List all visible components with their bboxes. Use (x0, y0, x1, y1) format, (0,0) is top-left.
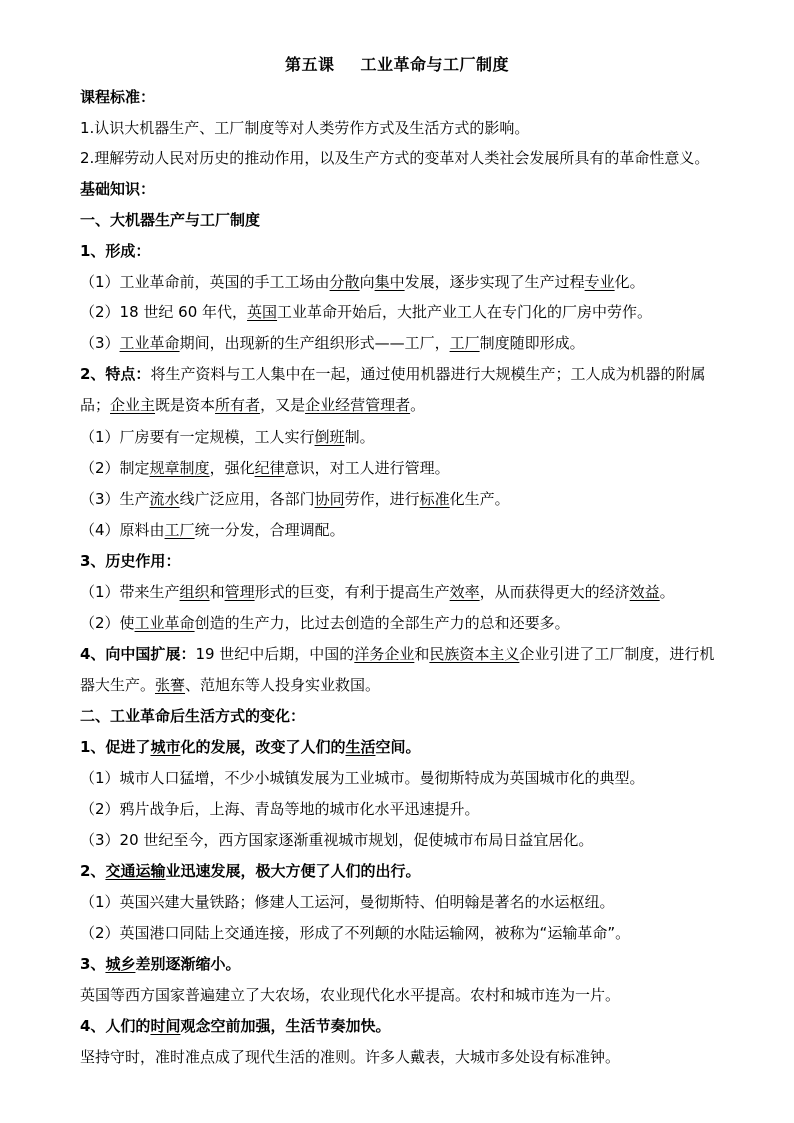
text-segment: （4）原料由 (80, 521, 165, 539)
text-segment: 观念空前加强，生活节奏加快。 (180, 1017, 391, 1035)
underlined-term: 英国 (247, 303, 278, 321)
underlined-term: 流水 (149, 490, 180, 508)
text-segment: 差别逐渐缩小。 (135, 955, 241, 973)
text-segment: 业迅速发展，极大方便了人们的出行。 (165, 862, 421, 880)
text-segment: 2.理解劳动人民对历史的推动作用，以及生产方式的变革对人类社会发展所具有的革命性意义。 (80, 149, 710, 167)
text-segment: 线广泛应用，各部门 (179, 490, 315, 508)
text-segment: （1）城市人口猛增，不少小城镇发展为工业城市。曼彻斯特成为英国城市化的典型。 (80, 769, 645, 787)
text-segment: 二、工业革命后生活方式的变化： (80, 707, 306, 725)
text-line (80, 148, 760, 168)
underlined-term: 效益 (629, 583, 660, 601)
underlined-term: 效率 (449, 583, 480, 601)
text-segment: 3、历史作用： (80, 552, 181, 570)
text-segment: （1）英国兴建大量铁路；修建人工运河，曼彻斯特、伯明翰是著名的水运枢纽。 (80, 893, 615, 911)
text-line (80, 489, 760, 509)
text-segment: 1.认识大机器生产、工厂制度等对人类劳作方式及生活方式的影响。 (80, 119, 530, 137)
text-line (80, 954, 760, 974)
text-segment: （3）生产 (80, 490, 150, 508)
text-segment: 一、大机器生产与工厂制度 (80, 211, 261, 229)
text-segment: 形式的巨变，有利于提高生产 (254, 583, 450, 601)
text-segment: 。 (659, 583, 675, 601)
text-segment: ，强化 (209, 459, 255, 477)
text-segment: 4、人们的 (80, 1017, 151, 1035)
text-line (80, 644, 760, 664)
underlined-term: 集中 (374, 273, 405, 291)
underlined-term: 企业经营管理者 (305, 396, 411, 414)
underlined-term: 所有者 (215, 396, 261, 414)
underlined-term: 专业 (584, 273, 615, 291)
text-segment: ，从而获得更大的经济 (479, 583, 630, 601)
text-line (80, 118, 760, 138)
underlined-term: 城市 (150, 738, 181, 756)
text-line (80, 613, 760, 633)
text-line (80, 395, 760, 415)
underlined-term: 工厂 (449, 334, 480, 352)
lesson-number: 第五课 (284, 55, 335, 74)
text-segment: （3） (80, 334, 120, 352)
text-segment: 1、促进了 (80, 738, 151, 756)
text-segment: （2）使 (80, 614, 135, 632)
underlined-term: 工业革命 (134, 614, 195, 632)
text-segment: （3）20 世纪至今，西方国家逐渐重视城市规划，促使城市布局日益宜居化。 (80, 831, 594, 849)
text-line (80, 427, 760, 447)
text-segment: 和 (414, 645, 430, 663)
text-segment: 坚持守时，准时准点成了现代生活的准则。许多人戴表，大城市多处设有标准钟。 (80, 1048, 621, 1066)
text-line (80, 706, 760, 726)
text-segment: 发展，逐步实现了生产过程 (404, 273, 585, 291)
text-segment: （2）鸦片战争后，上海、青岛等地的城市化水平迅速提升。 (80, 800, 480, 818)
text-segment: 既是资本 (155, 396, 216, 414)
text-line (80, 985, 760, 1005)
text-segment: （1）带来生产 (80, 583, 180, 601)
text-segment: 19 世纪中后期，中国的 (195, 645, 355, 663)
text-segment: 英国等西方国家普遍建立了大农场，农业现代化水平提高。农村和城市连为一片。 (80, 986, 621, 1004)
underlined-term: 工厂 (164, 521, 195, 539)
text-line (80, 830, 760, 850)
underlined-term: 洋务企业 (354, 645, 415, 663)
underlined-term: 民族资本主义 (429, 645, 520, 663)
underlined-term: 规章制度 (149, 459, 210, 477)
underlined-term: 管理 (224, 583, 255, 601)
text-segment: 2、 (80, 862, 106, 880)
text-segment: 将生产资料与工人集中在一起，通过使用机器进行大规模生产；工人成为机器的附属 (150, 365, 706, 383)
underlined-term: 交通运输 (105, 862, 166, 880)
text-segment: 空间。 (375, 738, 421, 756)
text-segment: 品； (80, 396, 111, 414)
text-segment: 统一分发，合理调配。 (194, 521, 345, 539)
text-line (80, 799, 760, 819)
underlined-term: 工业革命 (119, 334, 180, 352)
text-segment: 课程标准： (80, 88, 156, 106)
text-line (80, 458, 760, 478)
underlined-term: 协同 (314, 490, 345, 508)
text-line (80, 520, 760, 540)
text-line (80, 210, 760, 230)
text-segment: （2）英国港口同陆上交通连接，形成了不列颠的水陆运输网，被称为“运输革命”。 (80, 924, 631, 942)
text-segment: 基础知识： (80, 180, 156, 198)
text-line (80, 1047, 760, 1067)
text-segment: 期间，出现新的生产组织形式——工厂， (179, 334, 450, 352)
text-line (80, 861, 760, 881)
text-line (80, 364, 760, 384)
text-line (80, 1016, 760, 1036)
underlined-term: 分散 (329, 273, 360, 291)
text-segment: （2）制定 (80, 459, 150, 477)
underlined-term: 城乡 (105, 955, 136, 973)
text-line (80, 582, 760, 602)
underlined-term: 组织 (179, 583, 210, 601)
text-segment: 、范旭东等人投身实业救国。 (185, 676, 381, 694)
text-segment: （1）工业革命前，英国的手工工场由 (80, 273, 330, 291)
underlined-term: 标准 (419, 490, 450, 508)
text-segment: 意识，对工人进行管理。 (284, 459, 450, 477)
text-segment: 制。 (344, 428, 375, 446)
text-segment: 向 (359, 273, 375, 291)
page-title (0, 52, 794, 75)
text-segment: 3、 (80, 955, 106, 973)
text-line (80, 675, 760, 695)
text-segment: 劳作，进行 (344, 490, 420, 508)
text-line (80, 272, 760, 292)
text-segment: 器大生产。 (80, 676, 156, 694)
text-segment: （1）厂房要有一定规模，工人实行 (80, 428, 315, 446)
lesson-title: 工业革命与工厂制度 (360, 55, 510, 74)
underlined-term: 生活 (345, 738, 376, 756)
text-segment: （2）18 世纪 60 年代， (80, 303, 248, 321)
text-segment: 企业引进了工厂制度，进行机 (519, 645, 715, 663)
text-line (80, 302, 760, 322)
underlined-term: 倒班 (314, 428, 345, 446)
text-line (80, 892, 760, 912)
text-segment: 化。 (614, 273, 645, 291)
text-line (80, 241, 760, 261)
text-line (80, 923, 760, 943)
text-segment: 4、向中国扩展： (80, 645, 196, 663)
text-line (80, 179, 760, 199)
text-line (80, 551, 760, 571)
text-segment: 。 (410, 396, 426, 414)
underlined-term: 张謇 (155, 676, 186, 694)
text-line (80, 87, 760, 107)
text-segment: 创造的生产力，比过去创造的全部生产力的总和还要多。 (194, 614, 570, 632)
text-line (80, 737, 760, 757)
underlined-term: 时间 (150, 1017, 181, 1035)
text-segment: 制度随即形成。 (479, 334, 585, 352)
text-segment: 2、特点： (80, 365, 151, 383)
text-line (80, 768, 760, 788)
underlined-term: 纪律 (254, 459, 285, 477)
text-segment: 1、形成： (80, 242, 151, 260)
underlined-term: 企业主 (110, 396, 156, 414)
text-segment: ，又是 (260, 396, 306, 414)
text-segment: 工业革命开始后，大批产业工人在专门化的厂房中劳作。 (277, 303, 653, 321)
text-segment: 和 (209, 583, 225, 601)
text-line (80, 333, 760, 353)
text-segment: 化生产。 (449, 490, 510, 508)
text-segment: 化的发展，改变了人们的 (180, 738, 346, 756)
